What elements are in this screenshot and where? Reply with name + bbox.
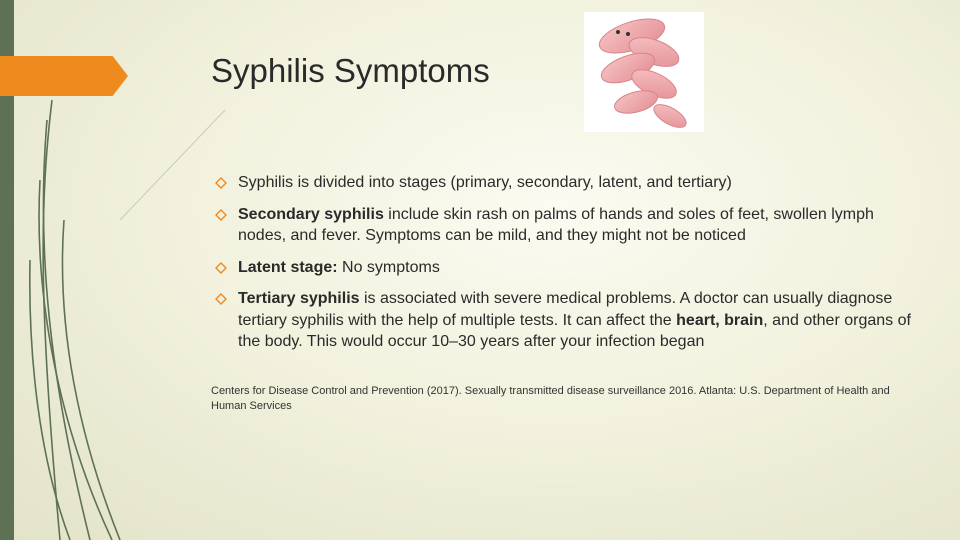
bullet-item bbox=[215, 257, 915, 279]
worm-icon bbox=[584, 12, 704, 132]
citation-text: Centers for Disease Control and Prevention (2017). Sexually transmitted disease surveillance 2016. Atlanta: U.S. Department of Health and Human Services bbox=[211, 385, 890, 412]
bullet-item bbox=[215, 204, 915, 247]
bullet-bold-term: Tertiary syphilis bbox=[238, 290, 360, 307]
decorative-lines bbox=[0, 0, 240, 540]
bullet-text: , and other organs of the body. This would occur 10–30 years after your infection began bbox=[238, 311, 911, 350]
bullet-text: Syphilis is divided into stages (primary, secondary, latent, and tertiary) bbox=[238, 174, 732, 191]
bullet-bold-term: Secondary syphilis bbox=[238, 205, 384, 223]
bullet-bold-term: heart, brain bbox=[676, 311, 764, 329]
bullet-text: No symptoms bbox=[337, 258, 440, 276]
bullet-text: is associated with severe medical problems. A doctor can usually diagnose tertiary syphilis with the help of multiple tests. It can affect the bbox=[238, 290, 893, 329]
diamond-bullet-icon bbox=[215, 209, 227, 221]
bullet-bold-term: Latent stage: bbox=[238, 258, 338, 276]
worm-illustration-image bbox=[584, 12, 704, 132]
diamond-bullet-icon bbox=[215, 177, 227, 189]
bullet-list bbox=[215, 172, 915, 363]
diamond-bullet-icon bbox=[215, 262, 227, 274]
bullet-item bbox=[215, 172, 915, 194]
bullet-text: include skin rash on palms of hands and soles of feet, swollen lymph nodes, and fever. Symptoms can be mild, and they might not be noticed bbox=[238, 205, 874, 244]
diamond-bullet-icon bbox=[215, 293, 227, 305]
bullet-item bbox=[215, 288, 915, 353]
slide-title: Syphilis Symptoms bbox=[211, 52, 490, 89]
